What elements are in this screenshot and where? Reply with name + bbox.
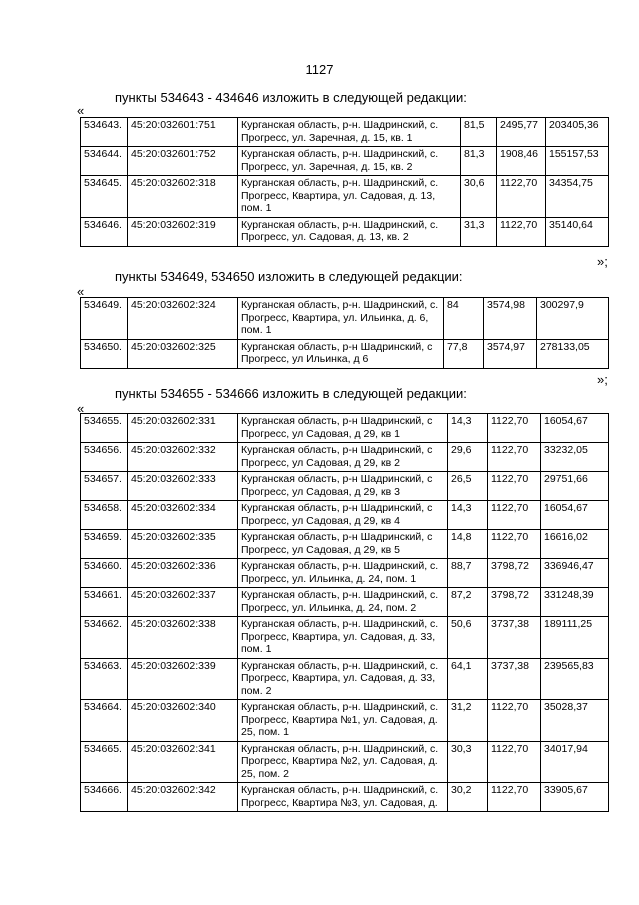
area-cell: 31,3: [461, 217, 497, 246]
cadastral-number-cell: 45:20:032602:333: [128, 472, 238, 501]
item-number-cell: 534662.: [81, 617, 128, 659]
address-cell: Курганская область, р-н. Шадринский, с. Прогресс, Квартира, ул. Садовая, д. 33, пом. 2: [238, 658, 448, 700]
area-cell: 84: [444, 298, 484, 340]
close-quote: »;: [597, 372, 608, 387]
table-row: [81, 118, 609, 147]
section-intro: пункты 534655 - 534666 изложить в следующей редакции:: [115, 386, 467, 401]
rate-cell: 1122,70: [497, 217, 546, 246]
address-cell: Курганская область, р-н. Шадринский, с. Прогресс, ул. Заречная, д. 15, кв. 2: [238, 147, 461, 176]
address-cell: Курганская область, р-н. Шадринский, с. Прогресс, Квартира, ул. Ильинка, д. 6, пом. 1: [238, 298, 444, 340]
address-cell: Курганская область, р-н. Шадринский, с. Прогресс, ул. Ильинка, д. 24, пом. 2: [238, 588, 448, 617]
area-cell: 77,8: [444, 339, 484, 368]
value-cell: 16054,67: [541, 501, 609, 530]
table-row: [81, 217, 609, 246]
address-cell: Курганская область, р-н Шадринский, с Прогресс, ул Садовая, д 29, кв 5: [238, 530, 448, 559]
registry-table: [80, 297, 609, 369]
value-cell: 35028,37: [541, 700, 609, 742]
item-number-cell: 534649.: [81, 298, 128, 340]
open-quote: «: [77, 401, 85, 416]
item-number-cell: 534659.: [81, 530, 128, 559]
value-cell: 16054,67: [541, 414, 609, 443]
rate-cell: 1908,46: [497, 147, 546, 176]
value-cell: 33905,67: [541, 783, 609, 812]
address-cell: Курганская область, р-н Шадринский, с Прогресс, ул Садовая, д 29, кв 1: [238, 414, 448, 443]
area-cell: 31,2: [448, 700, 488, 742]
section-intro: пункты 534649, 534650 изложить в следующей редакции:: [115, 269, 463, 284]
item-number-cell: 534657.: [81, 472, 128, 501]
cadastral-number-cell: 45:20:032602:339: [128, 658, 238, 700]
area-cell: 88,7: [448, 559, 488, 588]
item-number-cell: 534660.: [81, 559, 128, 588]
area-cell: 29,6: [448, 443, 488, 472]
address-cell: Курганская область, р-н. Шадринский, с. Прогресс, Квартира №2, ул. Садовая, д. 25, пом. 2: [238, 741, 448, 783]
item-number-cell: 534664.: [81, 700, 128, 742]
address-cell: Курганская область, р-н Шадринский, с Прогресс, ул Садовая, д 29, кв 3: [238, 472, 448, 501]
area-cell: 30,2: [448, 783, 488, 812]
table-row: [81, 559, 609, 588]
table-row: [81, 783, 609, 812]
area-cell: 14,3: [448, 501, 488, 530]
rate-cell: 3574,98: [484, 298, 537, 340]
address-cell: Курганская область, р-н. Шадринский, с. Прогресс, Квартира, ул. Садовая, д. 33, пом. 1: [238, 617, 448, 659]
page-number: 1127: [305, 62, 334, 77]
table-row: [81, 443, 609, 472]
area-cell: 26,5: [448, 472, 488, 501]
cadastral-number-cell: 45:20:032602:342: [128, 783, 238, 812]
item-number-cell: 534650.: [81, 339, 128, 368]
address-cell: Курганская область, р-н. Шадринский, с. Прогресс, ул. Заречная, д. 15, кв. 1: [238, 118, 461, 147]
value-cell: 155157,53: [546, 147, 609, 176]
item-number-cell: 534646.: [81, 217, 128, 246]
area-cell: 87,2: [448, 588, 488, 617]
item-number-cell: 534661.: [81, 588, 128, 617]
table-row: [81, 700, 609, 742]
cadastral-number-cell: 45:20:032602:324: [128, 298, 238, 340]
rate-cell: 1122,70: [488, 741, 541, 783]
cadastral-number-cell: 45:20:032601:752: [128, 147, 238, 176]
section-intro: пункты 534643 - 434646 изложить в следующей редакции:: [115, 90, 467, 105]
rate-cell: 3737,38: [488, 617, 541, 659]
table-row: [81, 501, 609, 530]
item-number-cell: 534656.: [81, 443, 128, 472]
value-cell: 336946,47: [541, 559, 609, 588]
rate-cell: 1122,70: [488, 700, 541, 742]
area-cell: 30,6: [461, 176, 497, 218]
table-row: [81, 741, 609, 783]
rate-cell: 1122,70: [488, 783, 541, 812]
cadastral-number-cell: 45:20:032602:341: [128, 741, 238, 783]
table-row: [81, 588, 609, 617]
table-row: [81, 298, 609, 340]
rate-cell: 1122,70: [488, 530, 541, 559]
cadastral-number-cell: 45:20:032602:331: [128, 414, 238, 443]
rate-cell: 3798,72: [488, 588, 541, 617]
registry-table: [80, 117, 609, 247]
cadastral-number-cell: 45:20:032602:337: [128, 588, 238, 617]
value-cell: 34017,94: [541, 741, 609, 783]
area-cell: 14,8: [448, 530, 488, 559]
address-cell: Курганская область, р-н Шадринский, с Прогресс, ул Садовая, д 29, кв 2: [238, 443, 448, 472]
cadastral-number-cell: 45:20:032602:318: [128, 176, 238, 218]
table-row: [81, 176, 609, 218]
table-row: [81, 339, 609, 368]
value-cell: 16616,02: [541, 530, 609, 559]
rate-cell: 1122,70: [488, 443, 541, 472]
rate-cell: 1122,70: [488, 414, 541, 443]
value-cell: 278133,05: [537, 339, 609, 368]
area-cell: 14,3: [448, 414, 488, 443]
cadastral-number-cell: 45:20:032602:336: [128, 559, 238, 588]
item-number-cell: 534663.: [81, 658, 128, 700]
item-number-cell: 534666.: [81, 783, 128, 812]
value-cell: 203405,36: [546, 118, 609, 147]
cadastral-number-cell: 45:20:032602:325: [128, 339, 238, 368]
table-row: [81, 147, 609, 176]
rate-cell: 3798,72: [488, 559, 541, 588]
registry-table: [80, 413, 609, 812]
value-cell: 29751,66: [541, 472, 609, 501]
item-number-cell: 534655.: [81, 414, 128, 443]
address-cell: Курганская область, р-н. Шадринский, с. Прогресс, Квартира №3, ул. Садовая, д.: [238, 783, 448, 812]
table-row: [81, 658, 609, 700]
address-cell: Курганская область, р-н. Шадринский, с. Прогресс, Квартира, ул. Садовая, д. 13, пом. 1: [238, 176, 461, 218]
item-number-cell: 534645.: [81, 176, 128, 218]
address-cell: Курганская область, р-н. Шадринский, с. Прогресс, ул. Ильинка, д. 24, пом. 1: [238, 559, 448, 588]
table-row: [81, 414, 609, 443]
area-cell: 81,5: [461, 118, 497, 147]
table-row: [81, 617, 609, 659]
area-cell: 81,3: [461, 147, 497, 176]
table-row: [81, 472, 609, 501]
cadastral-number-cell: 45:20:032602:340: [128, 700, 238, 742]
cadastral-number-cell: 45:20:032602:338: [128, 617, 238, 659]
rate-cell: 3737,38: [488, 658, 541, 700]
item-number-cell: 534643.: [81, 118, 128, 147]
cadastral-number-cell: 45:20:032602:319: [128, 217, 238, 246]
value-cell: 300297,9: [537, 298, 609, 340]
table-row: [81, 530, 609, 559]
item-number-cell: 534658.: [81, 501, 128, 530]
value-cell: 34354,75: [546, 176, 609, 218]
cadastral-number-cell: 45:20:032602:332: [128, 443, 238, 472]
rate-cell: 1122,70: [497, 176, 546, 218]
address-cell: Курганская область, р-н. Шадринский, с. Прогресс, Квартира №1, ул. Садовая, д. 25, пом. 1: [238, 700, 448, 742]
value-cell: 239565,83: [541, 658, 609, 700]
address-cell: Курганская область, р-н. Шадринский, с. Прогресс, ул. Садовая, д. 13, кв. 2: [238, 217, 461, 246]
area-cell: 50,6: [448, 617, 488, 659]
cadastral-number-cell: 45:20:032602:335: [128, 530, 238, 559]
rate-cell: 1122,70: [488, 472, 541, 501]
open-quote: «: [77, 284, 85, 299]
item-number-cell: 534644.: [81, 147, 128, 176]
close-quote: »;: [597, 254, 608, 269]
address-cell: Курганская область, р-н Шадринский, с Прогресс, ул Садовая, д 29, кв 4: [238, 501, 448, 530]
value-cell: 35140,64: [546, 217, 609, 246]
cadastral-number-cell: 45:20:032601:751: [128, 118, 238, 147]
value-cell: 331248,39: [541, 588, 609, 617]
open-quote: «: [77, 103, 85, 118]
cadastral-number-cell: 45:20:032602:334: [128, 501, 238, 530]
value-cell: 189111,25: [541, 617, 609, 659]
area-cell: 64,1: [448, 658, 488, 700]
rate-cell: 2495,77: [497, 118, 546, 147]
area-cell: 30,3: [448, 741, 488, 783]
rate-cell: 1122,70: [488, 501, 541, 530]
address-cell: Курганская область, р-н Шадринский, с Прогресс, ул Ильинка, д 6: [238, 339, 444, 368]
rate-cell: 3574,97: [484, 339, 537, 368]
item-number-cell: 534665.: [81, 741, 128, 783]
value-cell: 33232,05: [541, 443, 609, 472]
